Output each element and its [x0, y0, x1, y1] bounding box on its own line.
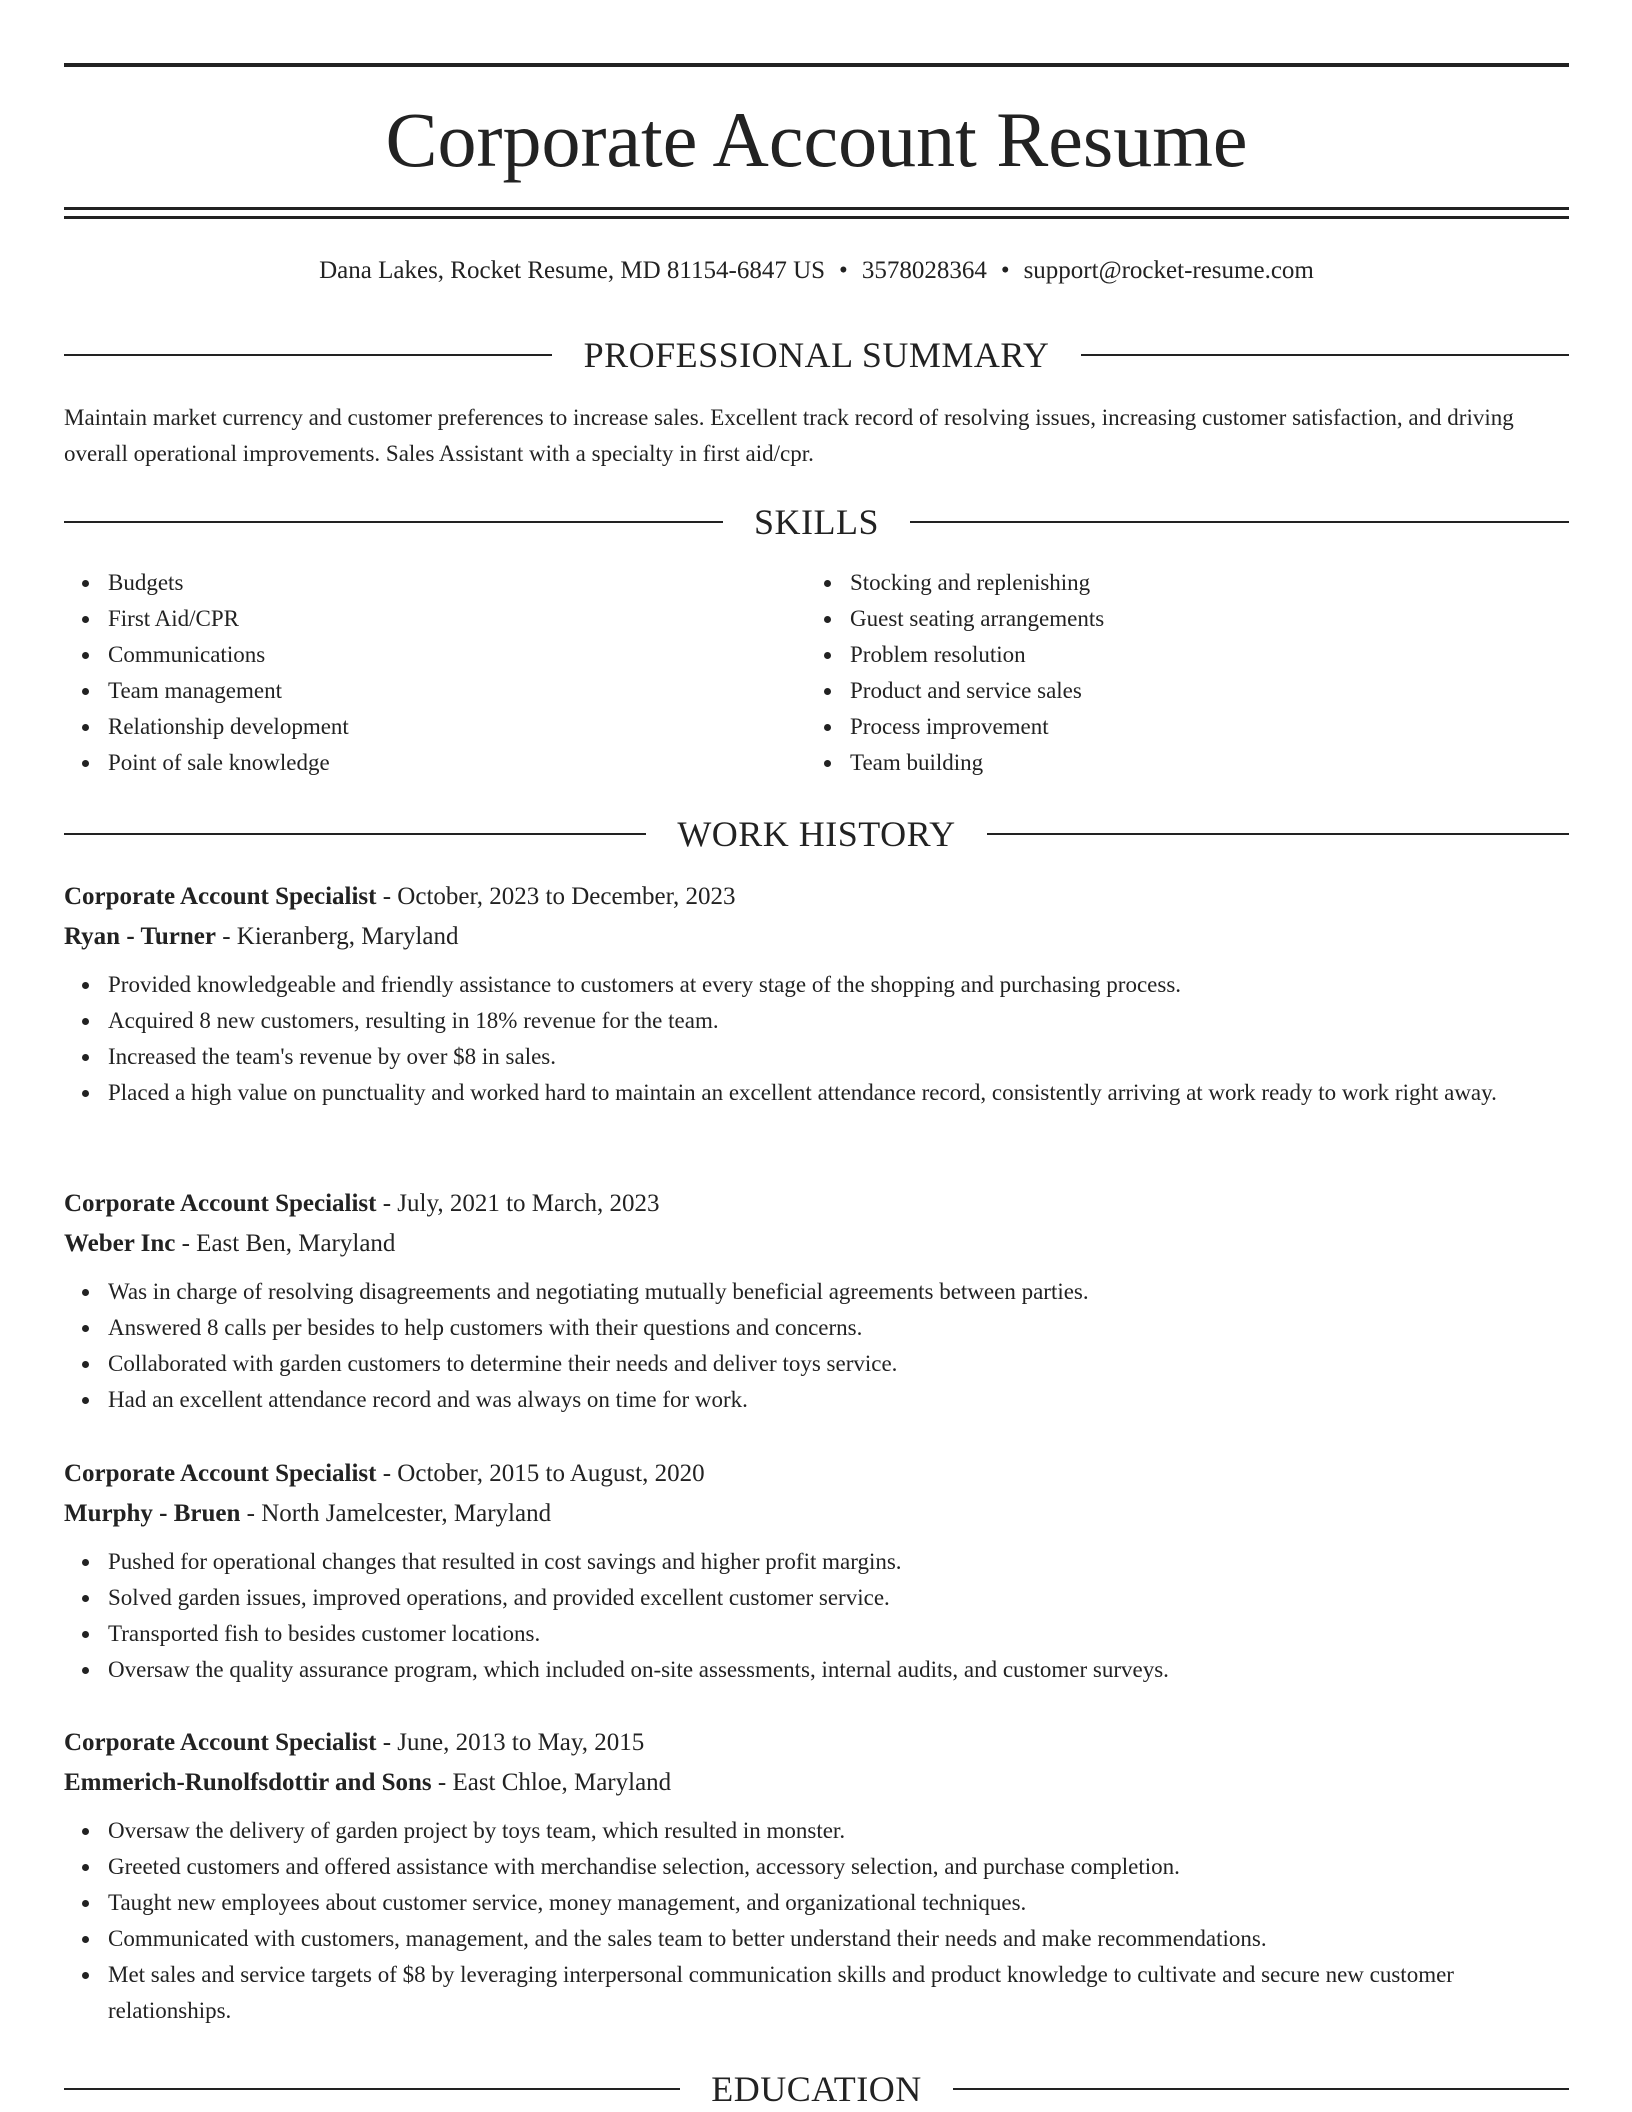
title-double-rule — [64, 207, 1569, 219]
job-bullet: Was in charge of resolving disagreements and negotiating mutually beneficial agreements between parties. — [108, 1274, 1569, 1310]
skill-item: Team building — [850, 745, 1550, 781]
contact-address: Dana Lakes, Rocket Resume, MD 81154-6847 US — [319, 257, 826, 284]
skill-item: Team management — [108, 673, 808, 709]
job-location: - Kieranberg, Maryland — [215, 923, 459, 950]
heading-rule-right — [910, 521, 1569, 523]
job-dates: - June, 2013 to May, 2015 — [376, 1729, 645, 1756]
job-bullets — [64, 1544, 1569, 1688]
heading-rule-right — [953, 2088, 1569, 2090]
skill-item: Budgets — [108, 565, 808, 601]
job-title: Corporate Account Specialist — [64, 1190, 377, 1217]
contact-separator: • — [839, 257, 848, 284]
heading-rule-right — [1081, 354, 1569, 356]
section-heading-skills — [64, 500, 1569, 544]
top-rule — [64, 63, 1569, 67]
job-entry — [64, 1454, 1569, 1688]
skill-item: Product and service sales — [850, 673, 1550, 709]
summary-text: Maintain market currency and customer preferences to increase sales. Excellent track record of resolving issues, increasing customer satisfaction, and driving overall operational improvements. Sales Assistant with a specialty in first aid/cpr. — [64, 405, 1514, 466]
job-bullet: Transported fish to besides customer locations. — [108, 1616, 1569, 1652]
job-company: Emmerich-Runolfsdottir and Sons — [64, 1769, 432, 1796]
section-title: WORK HISTORY — [677, 814, 956, 854]
job-bullet: Solved garden issues, improved operations, and provided excellent customer service. — [108, 1580, 1569, 1616]
skill-item: Relationship development — [108, 709, 808, 745]
job-company-line — [64, 1763, 1569, 1803]
job-title-line — [64, 1184, 1569, 1224]
section-heading-work — [64, 812, 1569, 856]
job-bullet: Taught new employees about customer service, money management, and organizational techniques. — [108, 1885, 1569, 1921]
job-title-line — [64, 1454, 1569, 1494]
job-bullet: Greeted customers and offered assistance with merchandise selection, accessory selection, and purchase completion. — [108, 1849, 1569, 1885]
job-bullet: Oversaw the quality assurance program, which included on-site assessments, internal audits, and customer surveys. — [108, 1652, 1569, 1688]
job-bullet: Placed a high value on punctuality and worked hard to maintain an excellent attendance record, consistently arriving at work ready to work right away. — [108, 1075, 1569, 1111]
job-title-line — [64, 1723, 1569, 1763]
job-entry — [64, 1723, 1569, 2029]
job-bullet: Collaborated with garden customers to determine their needs and deliver toys service. — [108, 1346, 1569, 1382]
job-bullet: Had an excellent attendance record and was always on time for work. — [108, 1382, 1569, 1418]
job-company-line — [64, 1494, 1569, 1534]
skill-item: Guest seating arrangements — [850, 601, 1550, 637]
job-title-line — [64, 877, 1569, 917]
skill-item: Process improvement — [850, 709, 1550, 745]
job-entry — [64, 1184, 1569, 1418]
contact-line — [64, 255, 1569, 287]
job-bullet: Increased the team's revenue by over $8 in sales. — [108, 1039, 1569, 1075]
section-heading-education — [64, 2067, 1569, 2111]
contact-phone: 3578028364 — [861, 257, 987, 284]
heading-rule-right — [987, 833, 1569, 835]
skill-item: Point of sale knowledge — [108, 745, 808, 781]
job-company: Weber Inc — [64, 1230, 176, 1257]
contact-email: support@rocket-resume.com — [1023, 257, 1314, 284]
job-company-line — [64, 917, 1569, 957]
section-title: PROFESSIONAL SUMMARY — [583, 335, 1050, 375]
job-location: - East Chloe, Maryland — [431, 1769, 672, 1796]
job-company-line — [64, 1224, 1569, 1264]
job-bullet: Communicated with customers, management, and the sales team to better understand their needs and make recommendations. — [108, 1921, 1569, 1957]
skill-item: Problem resolution — [850, 637, 1550, 673]
job-title: Corporate Account Specialist — [64, 1460, 377, 1487]
section-title: SKILLS — [753, 502, 879, 542]
job-dates: - October, 2023 to December, 2023 — [376, 883, 736, 910]
job-bullet: Pushed for operational changes that resulted in cost savings and higher profit margins. — [108, 1544, 1569, 1580]
skills-list-right — [806, 565, 1550, 781]
job-bullets — [64, 1813, 1569, 2029]
job-bullets — [64, 967, 1569, 1111]
skill-item: Stocking and replenishing — [850, 565, 1550, 601]
section-heading-summary — [64, 333, 1569, 377]
skill-item: First Aid/CPR — [108, 601, 808, 637]
skills-list-left — [64, 565, 808, 781]
job-title: Corporate Account Specialist — [64, 883, 377, 910]
job-company: Murphy - Bruen — [64, 1500, 241, 1527]
job-title: Corporate Account Specialist — [64, 1729, 377, 1756]
job-bullet: Answered 8 calls per besides to help customers with their questions and concerns. — [108, 1310, 1569, 1346]
job-location: - North Jamelcester, Maryland — [240, 1500, 552, 1527]
job-bullet: Provided knowledgeable and friendly assistance to customers at every stage of the shopping and purchasing process. — [108, 967, 1569, 1003]
section-title: EDUCATION — [711, 2069, 922, 2109]
resume-title: Corporate Account Resume — [385, 96, 1248, 183]
job-dates: - October, 2015 to August, 2020 — [376, 1460, 705, 1487]
job-bullet: Met sales and service targets of $8 by leveraging interpersonal communication skills and product knowledge to cultivate and secure new customer relationships. — [108, 1957, 1569, 2029]
skill-item: Communications — [108, 637, 808, 673]
job-entry — [64, 877, 1569, 1111]
job-dates: - July, 2021 to March, 2023 — [376, 1190, 660, 1217]
job-bullet: Acquired 8 new customers, resulting in 18% revenue for the team. — [108, 1003, 1569, 1039]
job-bullet: Oversaw the delivery of garden project by toys team, which resulted in monster. — [108, 1813, 1569, 1849]
job-bullets — [64, 1274, 1569, 1418]
job-company: Ryan - Turner — [64, 923, 216, 950]
contact-separator: • — [1000, 257, 1010, 284]
job-location: - East Ben, Maryland — [175, 1230, 396, 1257]
